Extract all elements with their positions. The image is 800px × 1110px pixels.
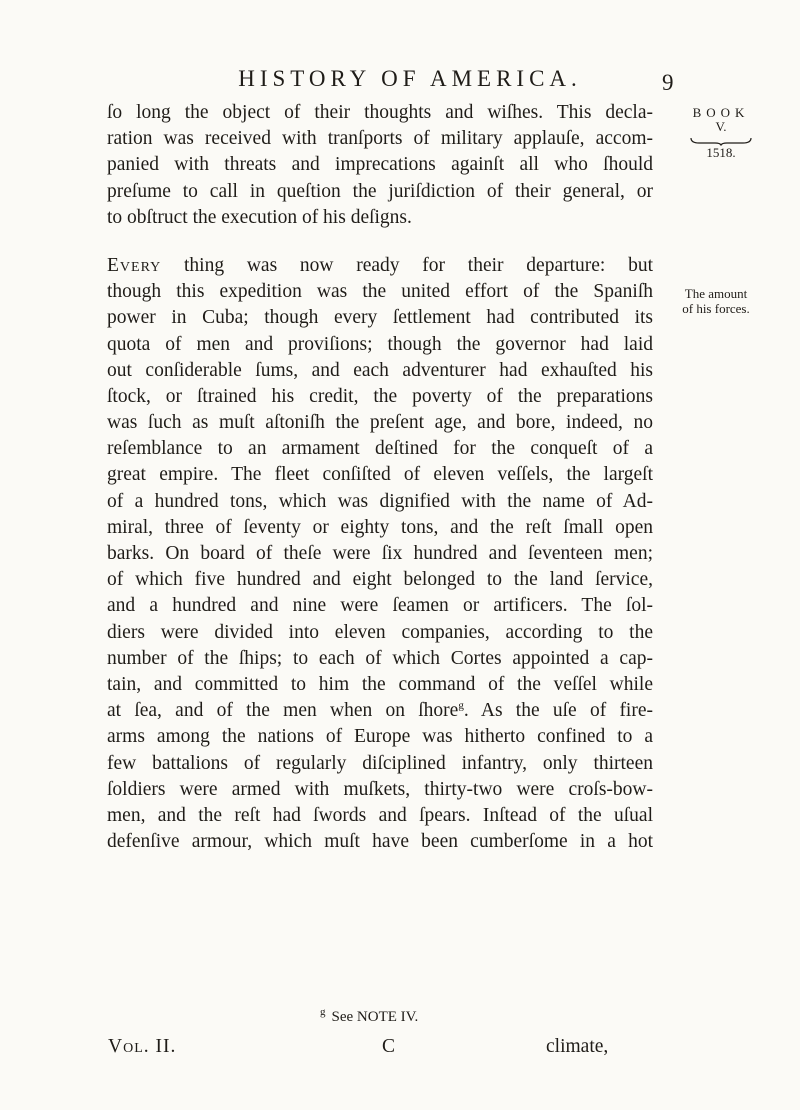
- book-number: V.: [715, 119, 727, 134]
- running-head: HISTORY OF AMERICA.: [238, 66, 582, 91]
- footnote-mark: g: [320, 1006, 326, 1018]
- text-line: great empire. The fleet conſiſted of eleven veſſels, the largeſt: [107, 464, 653, 486]
- margin-note: [666, 286, 766, 316]
- margin-note-line1: The amount: [684, 286, 748, 301]
- line-after-footnote: . As the uſe of fire-: [463, 700, 653, 722]
- drop-word: Every: [107, 254, 162, 276]
- text-line: [107, 253, 653, 279]
- book-word: BOOK: [692, 105, 750, 120]
- text-line: of which five hundred and eight belonged to the land ſervice,: [107, 569, 653, 591]
- page-header: [0, 66, 800, 96]
- catchword: climate,: [546, 1036, 609, 1057]
- text-line: men, and the reſt had ſwords and ſpears. Inſtead of the uſual: [107, 804, 653, 826]
- signature-mark: C: [382, 1036, 396, 1057]
- text-line: ration was received with tranſports of military applauſe, accom-: [107, 128, 653, 150]
- text-line: diers were divided into eleven companies, according to the: [107, 621, 653, 643]
- text-line: quota of men and proviſions; though the governor had laid: [107, 333, 653, 355]
- text-line: number of the ſhips; to each of which Cortes appointed a cap-: [107, 647, 653, 669]
- margin-note-line2: of his forces.: [682, 301, 750, 316]
- text-line: preſume to call in queſtion the juriſdiction of their general, or: [107, 180, 653, 202]
- volume-label: Vol. II.: [108, 1036, 177, 1057]
- page-number: 9: [662, 70, 674, 95]
- text-line: to obſtruct the execution of his deſigns.: [107, 206, 412, 228]
- text-line: power in Cuba; though every ſettlement had contributed its: [107, 307, 653, 329]
- text-line: ſo long the object of their thoughts and wiſhes. This decla-: [107, 102, 653, 123]
- paragraph-2: [107, 253, 653, 855]
- text-line: out conſiderable ſums, and each adventurer had exhauſted his: [107, 359, 653, 381]
- text-line: and a hundred and nine were ſeamen or artificers. The ſol-: [107, 595, 653, 617]
- main-text: [107, 100, 653, 855]
- text-line: was ſuch as muſt aſtoniſh the preſent age, and bore, indeed, no: [107, 412, 653, 434]
- text-line: reſemblance to an armament deſtined for the conqueſt of a: [107, 438, 653, 460]
- page-footer: [0, 1036, 800, 1066]
- text-line: miral, three of ſeventy or eighty tons, and the reſt ſmall open: [107, 516, 653, 538]
- text-line: though this expedition was the united effort of the Spaniſh: [107, 281, 653, 303]
- text-line: defenſive armour, which muſt have been cumberſome in a hot: [107, 831, 653, 853]
- text-line: few battalions of regularly diſciplined infantry, only thirteen: [107, 752, 653, 774]
- margin-year: 1518.: [706, 145, 736, 160]
- text-line: barks. On board of theſe were ſix hundred and ſeventeen men;: [107, 543, 653, 564]
- text-line: panied with threats and imprecations againſt all who ſhould: [107, 154, 653, 176]
- paragraph-1: [107, 100, 653, 231]
- footnote: [320, 1006, 419, 1026]
- footnote-reference: g: [458, 699, 464, 712]
- line-before-footnote: at ſea, and of the men when on ſhore: [107, 700, 459, 722]
- text-line: arms among the nations of Europe was hitherto confined to a: [107, 726, 653, 748]
- text-line: of a hundred tons, which was dignified with the name of Ad-: [107, 490, 653, 512]
- text-line: [107, 698, 653, 724]
- text-line: tain, and committed to him the command of the veſſel while: [107, 673, 653, 695]
- text-line: ſtock, or ſtrained his credit, the poverty of the preparations: [107, 385, 653, 407]
- footnote-text: See NOTE IV.: [331, 1009, 419, 1025]
- margin-book-label: [676, 106, 766, 160]
- first-line-rest: thing was now ready for their departure: but: [161, 254, 653, 276]
- text-line: ſoldiers were armed with muſkets, thirty-two were croſs-bow-: [107, 778, 653, 800]
